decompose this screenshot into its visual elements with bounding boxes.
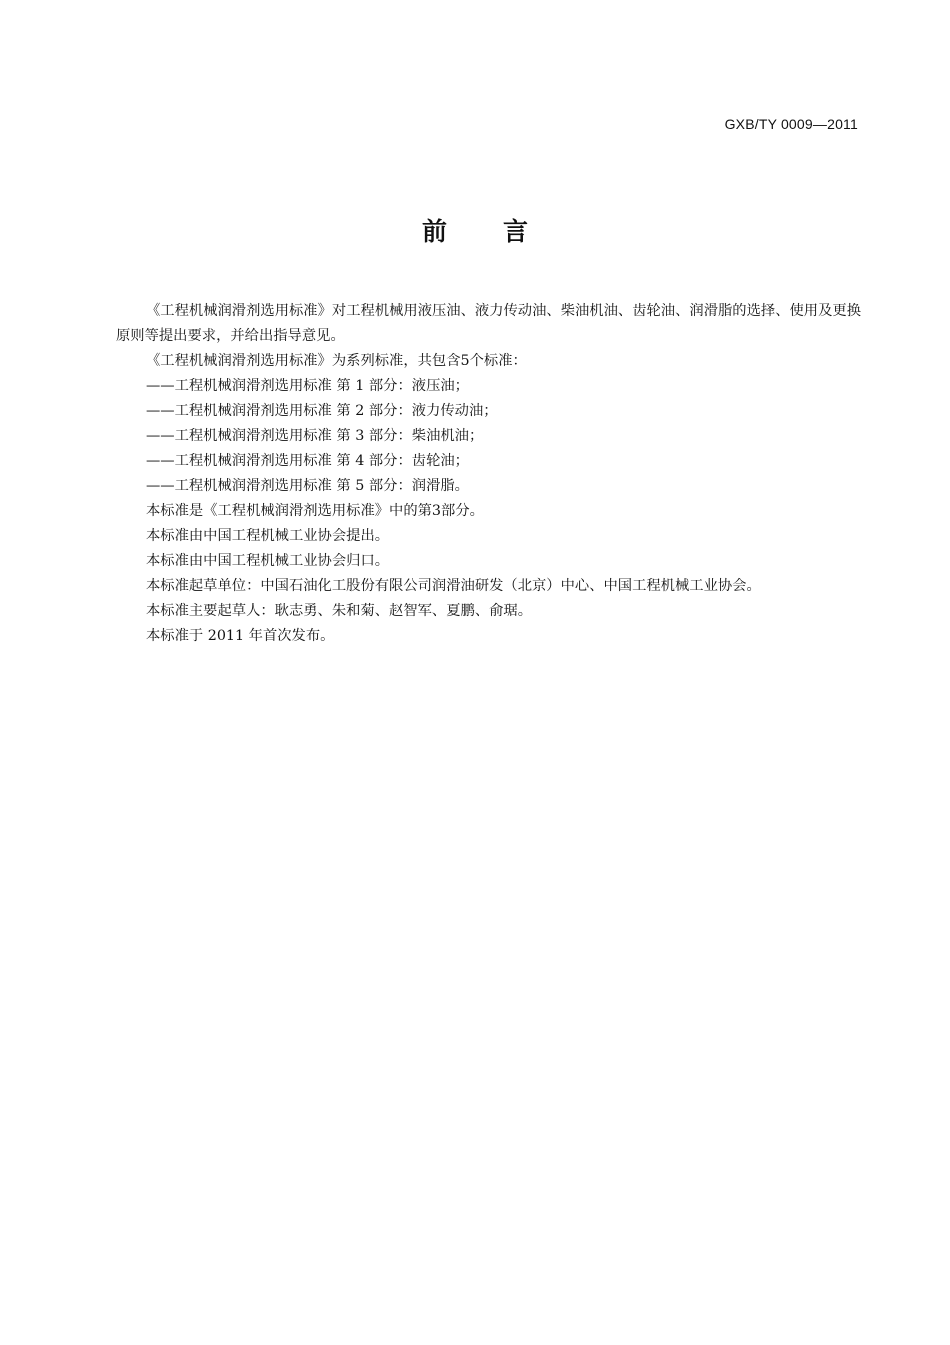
page-title [0,212,950,248]
paragraph-first-release: 本标准于 2011 年首次发布。 [146,628,335,644]
list-item-part-4: ——工程机械润滑剂选用标准 第 4 部分：齿轮油； [146,453,469,469]
paragraph-proposed-by: 本标准由中国工程机械工业协会提出。 [146,528,390,544]
list-item-part-1: ——工程机械润滑剂选用标准 第 1 部分：液压油； [146,378,469,394]
paragraph-drafters: 本标准主要起草人：耿志勇、朱和菊、赵智军、夏鹏、俞琚。 [146,603,533,619]
paragraph-centralized-by: 本标准由中国工程机械工业协会归口。 [146,553,390,569]
list-item-part-3: ——工程机械润滑剂选用标准 第 3 部分：柴油机油； [146,428,484,444]
list-item-part-2: ——工程机械润滑剂选用标准 第 2 部分：液力传动油； [146,403,498,419]
paragraph-intro: 《工程机械润滑剂选用标准》对工程机械用液压油、液力传动油、柴油机油、齿轮油、润滑脂的选择、使用及更换原则等提出要求，并给出指导意见。 [116,303,861,344]
paragraph-this-part: 本标准是《工程机械润滑剂选用标准》中的第3部分。 [146,503,484,519]
foreword-body [116,299,861,649]
title-char-1: 前 [421,217,447,246]
document-code: GXB/TY 0009—2011 [724,116,858,132]
paragraph-series: 《工程机械润滑剂选用标准》为系列标准，共包含5个标准： [146,353,527,369]
title-char-2: 言 [503,217,529,246]
list-item-part-5: ——工程机械润滑剂选用标准 第 5 部分：润滑脂。 [146,478,469,494]
paragraph-drafting-units: 本标准起草单位：中国石油化工股份有限公司润滑油研发（北京）中心、中国工程机械工业协会。 [146,578,761,594]
